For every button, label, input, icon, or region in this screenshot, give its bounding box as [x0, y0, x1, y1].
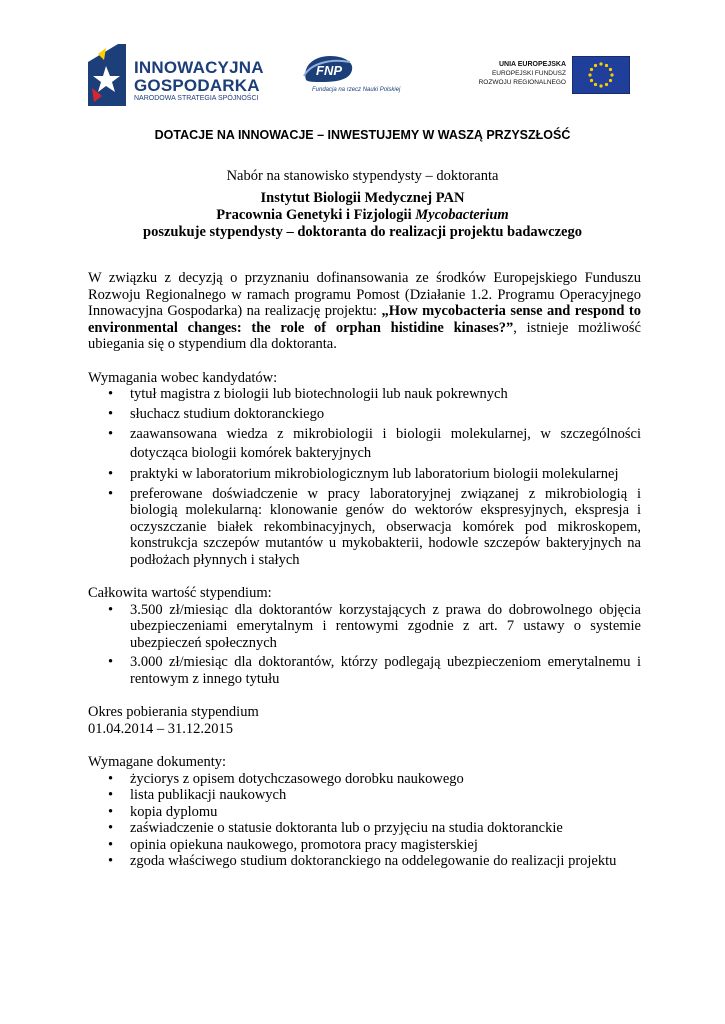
logo-bar — [0, 40, 725, 110]
list-item: • tytuł magistra z biologii lub biotechnologii lub nauk pokrewnych — [108, 386, 508, 402]
period-heading: Okres pobierania stypendium — [88, 704, 259, 720]
bullet-icon: • — [108, 654, 114, 670]
intro-text-before: W związku z decyzją o przyznaniu dofinansowania ze środków Europejskiego Funduszu Rozwoju Regionalnego w ramach programu Pomost (Działanie 1.2. Programu Operacyjnego Innowacyjna Gospodarka) na realizację projektu: — [88, 270, 641, 319]
bullet-icon: • — [108, 836, 114, 853]
project-title: „How mycobacteria sense and respond to environmental changes: the role of orphan histidine kinases?” — [88, 303, 641, 336]
eu-logo-text — [479, 60, 566, 87]
fnp-logo — [298, 54, 428, 98]
bullet-icon: • — [108, 820, 114, 836]
list-item: • praktyki w laboratorium mikrobiologicznym lub laboratorium biologii molekularnej — [108, 466, 619, 482]
list-item: • kopia dyplomu — [108, 803, 218, 820]
bullet-icon: • — [108, 853, 114, 869]
documents-heading: Wymagane dokumenty: — [88, 754, 227, 770]
stipend-heading: Całkowita wartość stypendium: — [88, 585, 272, 601]
bullet-icon: • — [108, 386, 114, 402]
list-item: • opinia opiekuna naukowego, promotora pracy magisterskiej — [108, 836, 478, 853]
list-item: • 3.000 zł/miesiąc dla doktorantów, którzy podlegają ubezpieczeniom emerytalnemu i rentowym z innego tytułu — [108, 654, 641, 687]
bullet-icon: • — [108, 787, 114, 803]
eu-flag-icon — [572, 56, 630, 94]
requirements-heading: Wymagania wobec kandydatów: — [88, 369, 278, 386]
bullet-icon: • — [108, 601, 114, 618]
innowacyjna-gospodarka-emblem-icon — [88, 44, 126, 106]
lab-name-prefix: Pracownia Genetyki i Fizjologii — [216, 207, 416, 223]
headline: DOTACJE NA INNOWACJE – INWESTUJEMY W WASZĄ PRZYSZŁOŚĆ — [154, 128, 571, 142]
eu-logo-line3: ROZWOJU REGIONALNEGO — [478, 79, 566, 86]
fnp-logo-icon — [300, 54, 356, 84]
lab-name — [0, 207, 725, 224]
bullet-icon: • — [108, 803, 114, 820]
institute-purpose: poszukuje stypendysty – doktoranta do realizacji projektu badawczego — [143, 224, 582, 240]
logo-text-line1: INNOWACYJNA — [134, 58, 264, 77]
documents-list — [88, 771, 641, 870]
list-item: • zaawansowana wiedza z mikrobiologii i biologii molekularnej, w szczególności dotycząca biologii komórek bakteryjnych — [108, 426, 641, 461]
logo-text-line2: GOSPODARKA — [134, 76, 260, 95]
lab-name-organism: Mycobacterium — [415, 207, 509, 223]
list-item: • życiorys z opisem dotychczasowego dorobku naukowego — [108, 770, 464, 787]
fnp-subtitle: Fundacja na rzecz Nauki Polskiej — [312, 87, 401, 93]
bullet-icon: • — [108, 485, 114, 502]
bullet-icon: • — [108, 770, 114, 787]
eu-logo-line2: EUROPEJSKI FUNDUSZ — [491, 70, 566, 77]
fnp-logo-text: FNP — [316, 63, 342, 78]
period-value: 01.04.2014 – 31.12.2015 — [88, 720, 233, 737]
requirements-list — [88, 386, 641, 568]
recruitment-title: Nabór na stanowisko stypendysty – doktoranta — [226, 168, 499, 184]
list-item: • preferowane doświadczenie w pracy laboratoryjnej związanej z mikrobiologią i biologią molekularną: klonowanie genów do wektorów ekspresyjnych, ekspresja i oczyszczanie białek rekombinacyjnych, obserwacja komórek pod mikroskopem, konstrukcja szczepów mutantów u mykobakterii, hodowle szczepów bakteryjnych na podłożach płynnych i stałych — [108, 485, 641, 568]
institute-block — [0, 190, 725, 241]
eu-logo-line1: UNIA EUROPEJSKA — [498, 61, 566, 68]
stipend-list — [88, 602, 641, 688]
institute-name: Instytut Biologii Medycznej PAN — [260, 190, 465, 206]
bullet-icon: • — [108, 426, 114, 442]
innowacyjna-gospodarka-logo — [88, 44, 278, 106]
list-item: • zaświadczenie o statusie doktoranta lub o przyjęciu na studia doktoranckie — [108, 820, 563, 836]
bullet-icon: • — [108, 405, 114, 422]
list-item: • słuchacz studium doktoranckiego — [108, 405, 325, 422]
logo-text-line3: NARODOWA STRATEGIA SPÓJNOŚCI — [134, 95, 259, 102]
bullet-icon: • — [108, 466, 114, 482]
intro-text-after: , istnieje możliwość ubiegania się o stypendium dla doktoranta. — [88, 319, 641, 352]
intro-paragraph — [88, 270, 641, 353]
list-item: • 3.500 zł/miesiąc dla doktorantów korzystających z prawa do dobrowolnego objęcia ubezpieczeniami emerytalnym i rentowymi zgodnie z art. 7 ustawy o systemie ubezpieczeń społecznych — [108, 601, 641, 651]
list-item: • lista publikacji naukowych — [108, 787, 287, 803]
eu-logo — [470, 52, 630, 100]
list-item: • zgoda właściwego studium doktoranckiego na oddelegowanie do realizacji projektu — [108, 853, 617, 869]
document-body — [88, 270, 641, 870]
